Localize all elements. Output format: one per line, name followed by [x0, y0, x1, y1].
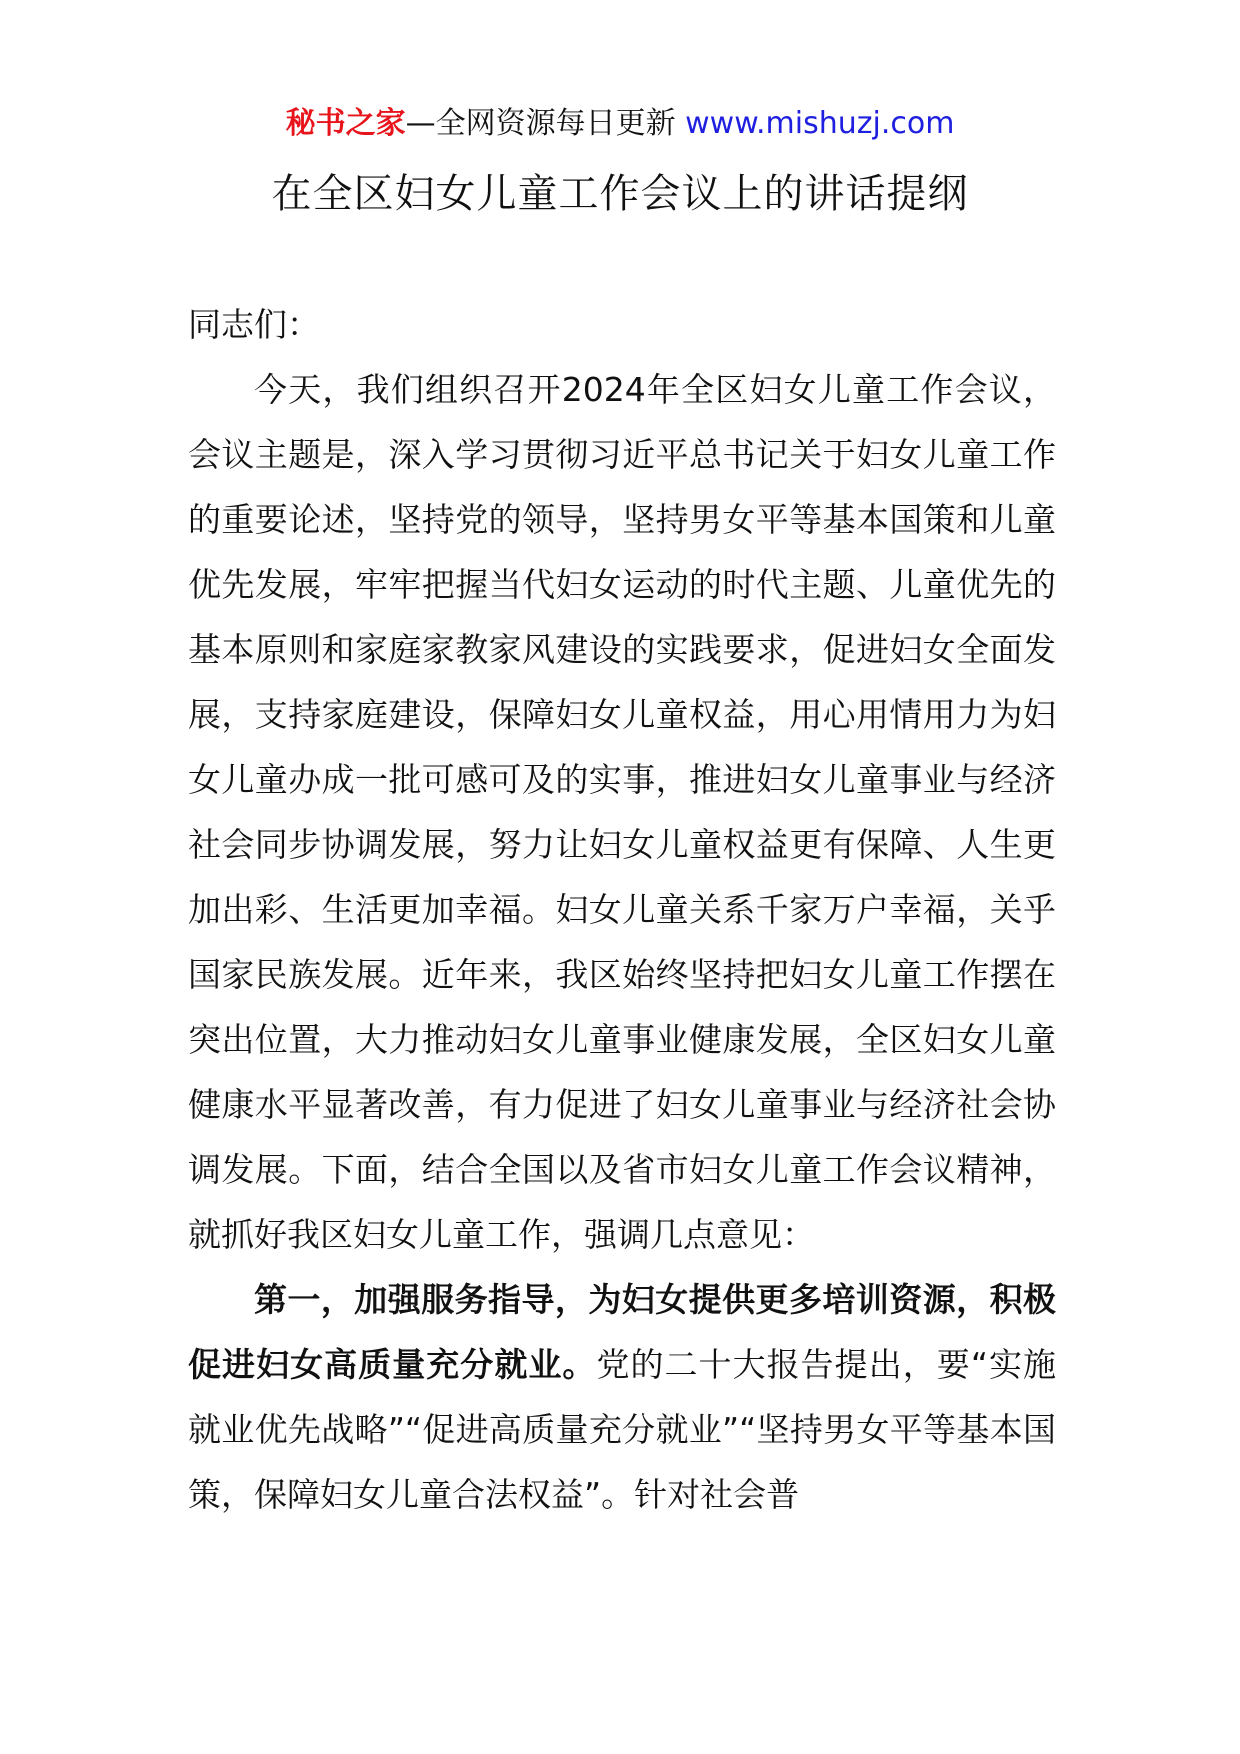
paragraph-point-one	[188, 1267, 1056, 1527]
paragraph-intro: 今天，我们组织召开2024年全区妇女儿童工作会议，会议主题是，深入学习贯彻习近平总书记关于妇女儿童工作的重要论述，坚持党的领导，坚持男女平等基本国策和儿童优先发展，牢牢把握当代妇女运动的时代主题、儿童优先的基本原则和家庭家教家风建设的实践要求，促进妇女全面发展，支持家庭建设，保障妇女儿童权益，用心用情用力为妇女儿童办成一批可感可及的实事，推进妇女儿童事业与经济社会同步协调发展，努力让妇女儿童权益更有保障、人生更加出彩、生活更加幸福。妇女儿童关系千家万户幸福，关乎国家民族发展。近年来，我区始终坚持把妇女儿童工作摆在突出位置，大力推动妇女儿童事业健康发展，全区妇女儿童健康水平显著改善，有力促进了妇女儿童事业与经济社会协调发展。下面，结合全国以及省市妇女儿童工作会议精神，就抓好我区妇女儿童工作，强调几点意见：	[188, 370, 1056, 1254]
paragraph-lead-sentence: 第一，加强服务指导，为妇女提供更多培训资源，积极促进妇女高质量充分就业。	[188, 1280, 1056, 1384]
site-url-link[interactable]: www.mishuzj.com	[685, 106, 955, 141]
header-slogan: —全网资源每日更新	[405, 106, 686, 141]
document-body	[188, 292, 1056, 1527]
paragraph-body-text: 党的二十大报告提出，要“实施就业优先战略”“促进高质量充分就业”“坚持男女平等基本国策，保障妇女儿童合法权益”。针对社会普	[188, 1345, 1056, 1514]
salutation: 同志们：	[188, 305, 320, 344]
document-title: 在全区妇女儿童工作会议上的讲话提纲	[271, 171, 969, 217]
site-header	[0, 102, 1240, 146]
brand-name: 秘书之家	[285, 106, 406, 141]
